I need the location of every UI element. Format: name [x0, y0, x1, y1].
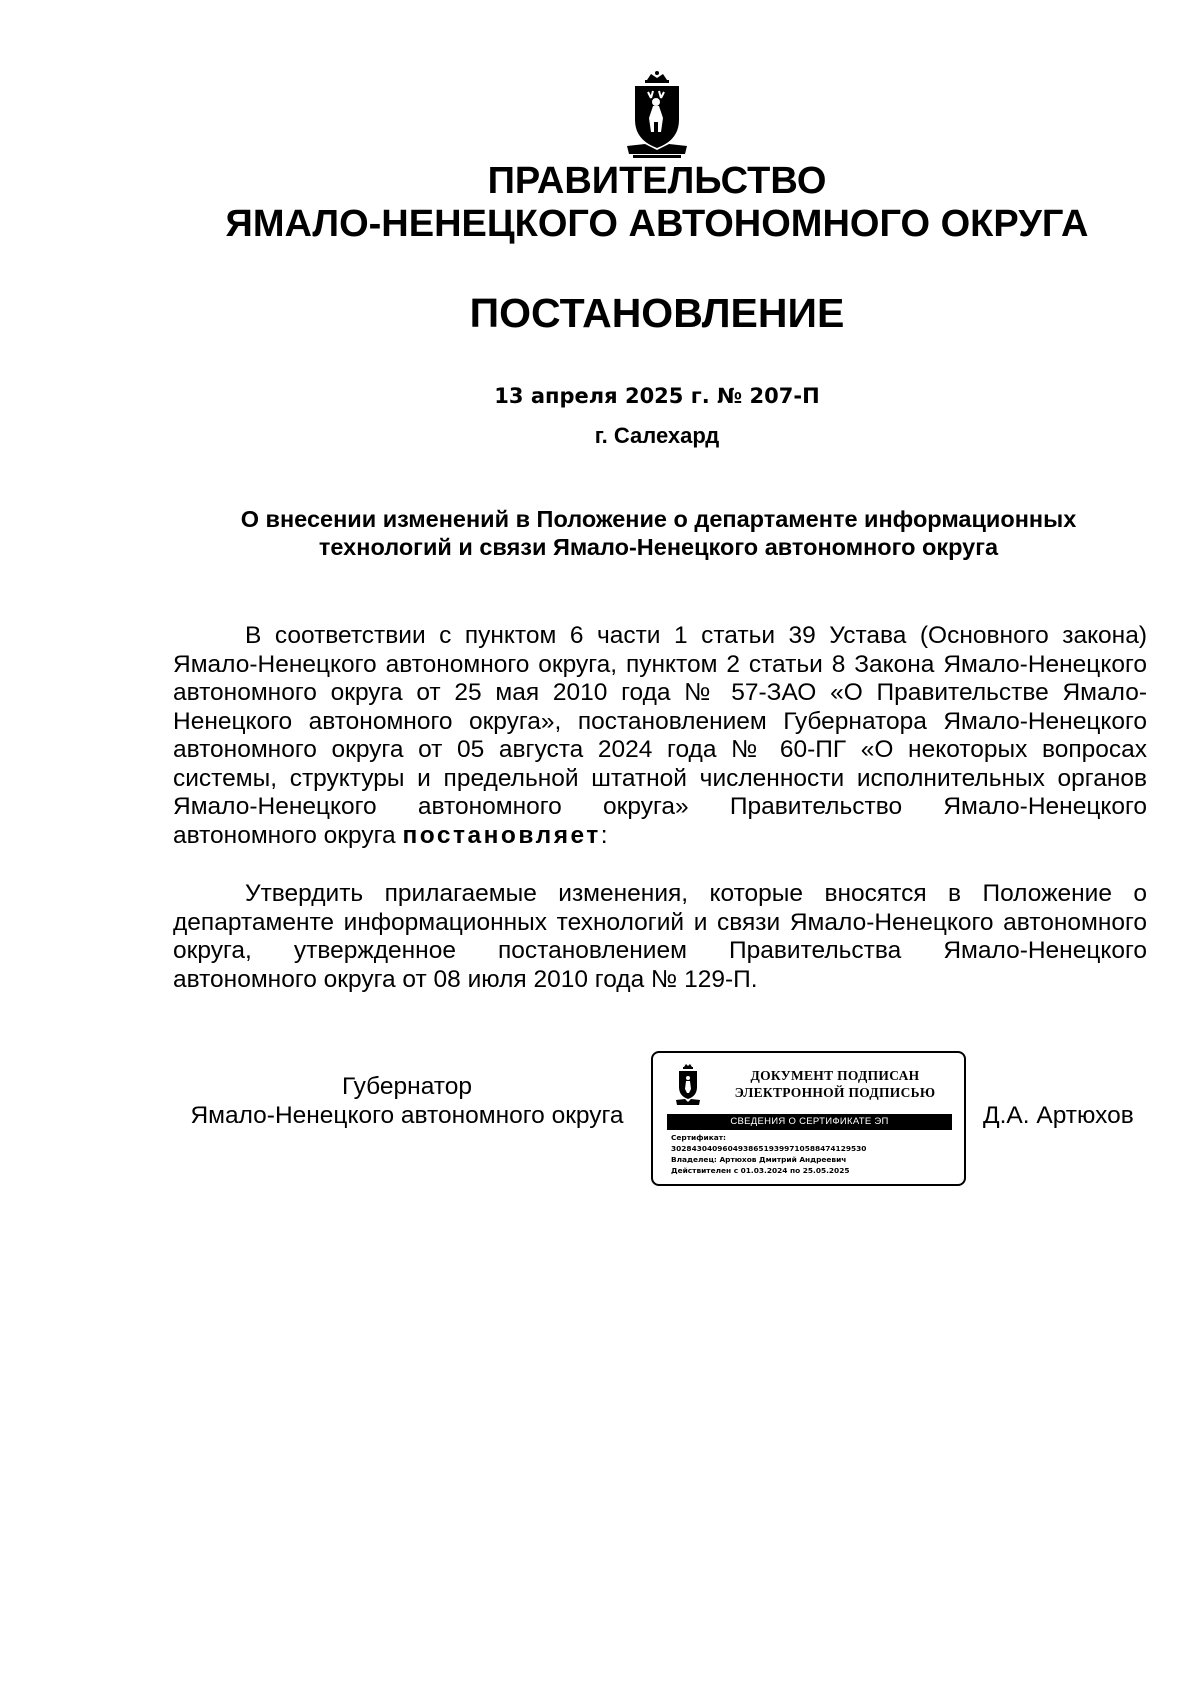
signer-position [172, 1072, 642, 1130]
org-name-line2: ЯМАЛО-НЕНЕЦКОГО АВТОНОМНОГО ОКРУГА [225, 203, 1089, 245]
stamp-title-line2: ЭЛЕКТРОННОЙ ПОДПИСЬЮ [734, 1085, 936, 1100]
document-type: ПОСТАНОВЛЕНИЕ [469, 290, 845, 336]
signer-name: Д.А. Артюхов [983, 1102, 1134, 1129]
body-paragraph-1-end: : [600, 821, 608, 849]
body-paragraph-2: Утвердить прилагаемые изменения, которые вносятся в Положение о департаменте информационных технологий и связи Ямало-Ненецкого автономного округа, утвержденное постановлением Правительства Ямало-Ненецкого автономного округа от 08 июля 2010 года № 129-П. [173, 880, 1147, 993]
stamp-certificate-number: 3028430409604938651939971058847412953​0 [671, 1144, 867, 1153]
document-date-number: 13 апреля 2025 г. № 207-П [494, 384, 820, 408]
stamp-validity: Действителен с 01.03.2024 по 25.05.2025 [671, 1166, 850, 1175]
coat-of-arms-icon [615, 70, 699, 160]
stamp-title-line1: ДОКУМЕНТ ПОДПИСАН [750, 1068, 920, 1083]
stamp-coat-of-arms-icon [673, 1063, 703, 1107]
document-subject: О внесении изменений в Положение о департаменте информационных технологий и связи Ямало-Ненецкого автономного округа [240, 506, 1077, 560]
stamp-certificate-label: Сертификат: [671, 1133, 726, 1142]
body-paragraph-1 [173, 622, 1147, 850]
resolution-verb: постановляет [402, 821, 601, 849]
stamp-certificate-header: СВЕДЕНИЯ О СЕРТИФИКАТЕ ЭП [667, 1114, 952, 1130]
document-city: г. Салехард [594, 423, 720, 448]
body-paragraph-1-text: В соответствии с пунктом 6 части 1 статьи 39 Устава (Основного закона) Ямало-Ненецкого автономного округа, пунктом 2 статьи 8 Закона Ямало-Ненецкого автономного округа от 25 мая 2010 года № 57-ЗАО «О Правительстве Ямало-Ненецкого автономного округа», постановлением Губернатора Ямало-Ненецкого автономного округа от 05 августа 2024 года № 60-ПГ «О некоторых вопросах системы, структуры и предельной штатной численности исполнительных органов Ямало-Ненецкого автономного округа» Правительство Ямало-Ненецкого автономного округа [173, 622, 1147, 849]
stamp-title [715, 1067, 955, 1101]
signer-position-line2: Ямало-Ненецкого автономного округа [190, 1102, 624, 1129]
org-name-line1: ПРАВИТЕЛЬСТВО [487, 160, 827, 202]
stamp-owner: Владелец: Артюхов Дмитрий Андреевич [671, 1155, 847, 1164]
e-signature-stamp [651, 1051, 966, 1186]
signer-position-line1: Губернатор [342, 1073, 472, 1100]
